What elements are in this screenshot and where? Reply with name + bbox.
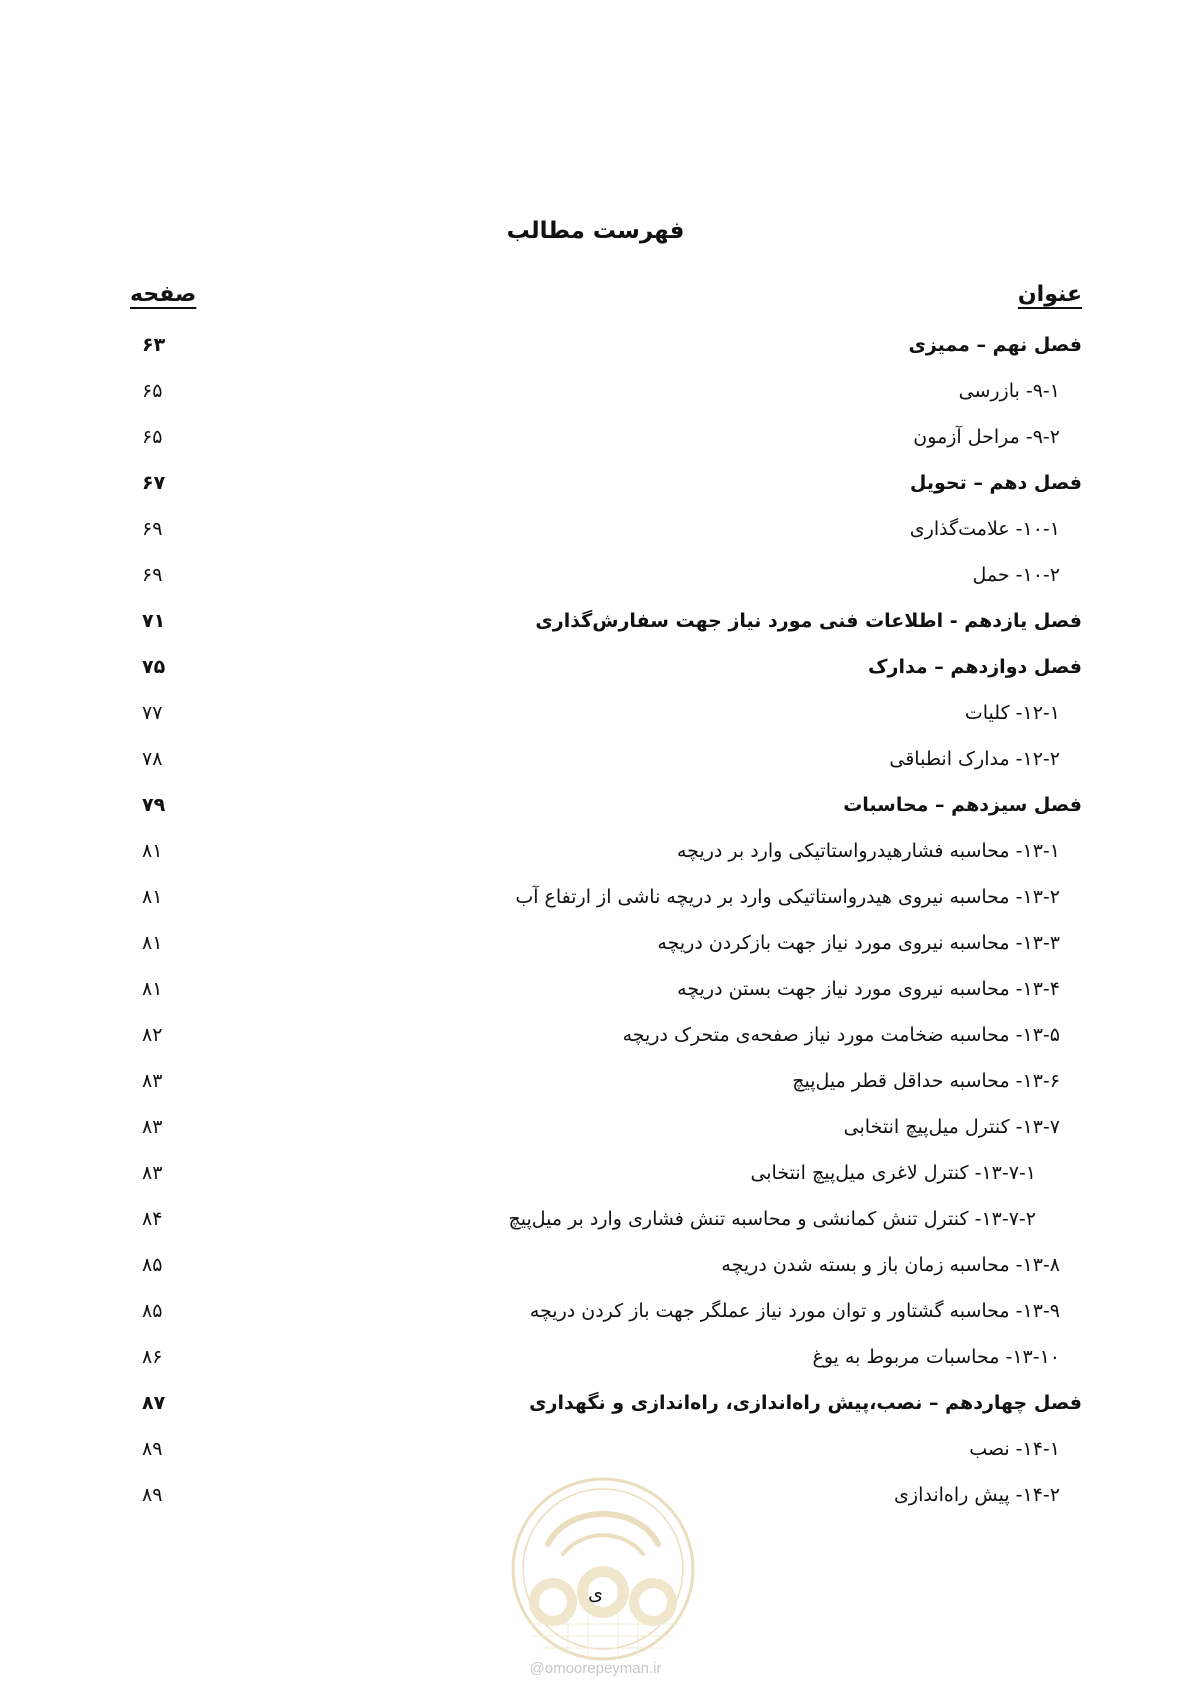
toc-entry-title: ۱۳-۱۰- محاسبات مربوط به یوغ xyxy=(812,1346,1060,1368)
toc-section-row xyxy=(130,694,1082,740)
toc-chapter-row xyxy=(130,326,1082,372)
toc-section-row xyxy=(130,372,1082,418)
toc-entry-title: فصل سیزدهم – محاسبات xyxy=(843,794,1082,816)
toc-entry-title: ۱۰-۱- علامت‌گذاری xyxy=(909,518,1060,540)
toc-section-row xyxy=(130,1016,1082,1062)
toc-entry-page: ۸۱ xyxy=(142,932,163,954)
toc-chapter-row xyxy=(130,602,1082,648)
toc-entry-title: ۱۳-۵- محاسبه ضخامت مورد نیاز صفحه‌ی متحرک دریچه xyxy=(622,1024,1060,1046)
toc-entry-title: ۱۴-۱- نصب xyxy=(969,1438,1060,1460)
title-column-header: عنوان xyxy=(1017,282,1082,307)
page-number: ی xyxy=(588,1583,603,1605)
toc-entry-title: فصل نهم – ممیزی xyxy=(908,334,1082,356)
toc-entry-page: ۶۹ xyxy=(142,518,163,540)
toc-entry-page: ۶۵ xyxy=(142,426,163,448)
table-of-contents xyxy=(130,326,1082,1522)
toc-entry-title: ۱۳-۲- محاسبه نیروی هیدرواستاتیکی وارد بر دریچه ناشی از ارتفاع آب xyxy=(515,886,1060,908)
toc-section-row xyxy=(130,1338,1082,1384)
toc-chapter-row xyxy=(130,464,1082,510)
toc-entry-title: ۱۳-۷-۱- کنترل لاغری میل‌پیچ انتخابی xyxy=(750,1162,1036,1184)
toc-entry-page: ۸۹ xyxy=(142,1484,163,1506)
toc-chapter-row xyxy=(130,1384,1082,1430)
toc-section-row xyxy=(130,556,1082,602)
toc-section-row xyxy=(130,878,1082,924)
toc-entry-page: ۶۷ xyxy=(142,472,166,494)
toc-entry-title: فصل دوازدهم – مدارک xyxy=(868,656,1082,678)
page-column-header: صفحه xyxy=(130,282,197,307)
toc-entry-page: ۸۷ xyxy=(142,1392,166,1414)
toc-entry-page: ۸۱ xyxy=(142,886,163,908)
toc-section-row xyxy=(130,1154,1082,1200)
toc-entry-title: ۹-۱- بازرسی xyxy=(958,380,1060,402)
toc-entry-page: ۸۱ xyxy=(142,840,163,862)
toc-entry-page: ۷۵ xyxy=(142,656,166,678)
toc-entry-title: فصل چهاردهم – نصب،پیش راه‌اندازی، راه‌اندازی و نگهداری xyxy=(529,1392,1082,1414)
toc-entry-title: ۱۳-۶- محاسبه حداقل قطر میل‌پیچ xyxy=(792,1070,1060,1092)
toc-entry-title: فصل یازدهم - اطلاعات فنی مورد نیاز جهت سفارش‌گذاری xyxy=(535,610,1082,632)
toc-section-row xyxy=(130,740,1082,786)
toc-entry-title: ۱۰-۲- حمل xyxy=(972,564,1060,586)
toc-section-row xyxy=(130,418,1082,464)
toc-entry-title: ۱۳-۷-۲- کنترل تنش کمانشی و محاسبه تنش فشاری وارد بر میل‌پیچ xyxy=(508,1208,1036,1230)
watermark-url: @omoorepeyman.ir xyxy=(529,1660,662,1677)
toc-section-row xyxy=(130,1108,1082,1154)
toc-entry-title: ۱۳-۱- محاسبه فشارهیدرواستاتیکی وارد بر دریچه xyxy=(677,840,1060,862)
toc-entry-page: ۸۲ xyxy=(142,1024,163,1046)
toc-entry-page: ۶۵ xyxy=(142,380,163,402)
toc-entry-title: ۱۲-۲- مدارک انطباقی xyxy=(889,748,1060,770)
toc-entry-page: ۶۳ xyxy=(142,334,166,356)
toc-section-row xyxy=(130,832,1082,878)
toc-entry-page: ۸۶ xyxy=(142,1346,163,1368)
toc-section-row xyxy=(130,1200,1082,1246)
toc-entry-title: ۱۳-۷- کنترل میل‌پیچ انتخابی xyxy=(843,1116,1060,1138)
toc-entry-page: ۸۴ xyxy=(142,1208,163,1230)
toc-entry-page: ۸۵ xyxy=(142,1300,163,1322)
toc-chapter-row xyxy=(130,786,1082,832)
toc-entry-page: ۷۱ xyxy=(142,610,166,632)
toc-entry-title: فصل دهم – تحویل xyxy=(909,472,1082,494)
toc-section-row xyxy=(130,510,1082,556)
stamp-logo-icon xyxy=(508,1474,698,1664)
toc-entry-page: ۸۱ xyxy=(142,978,163,1000)
toc-section-row xyxy=(130,970,1082,1016)
toc-entry-page: ۷۹ xyxy=(142,794,166,816)
page-title: فهرست مطالب xyxy=(506,218,685,244)
toc-entry-page: ۶۹ xyxy=(142,564,163,586)
toc-section-row xyxy=(130,1062,1082,1108)
toc-entry-page: ۸۳ xyxy=(142,1116,163,1138)
toc-entry-title: ۱۳-۹- محاسبه گشتاور و توان مورد نیاز عملگر جهت باز کردن دریچه xyxy=(529,1300,1060,1322)
toc-entry-title: ۱۳-۴- محاسبه نیروی مورد نیاز جهت بستن دریچه xyxy=(677,978,1060,1000)
toc-entry-page: ۸۳ xyxy=(142,1070,163,1092)
toc-chapter-row xyxy=(130,648,1082,694)
toc-entry-title: ۱۲-۱- کلیات xyxy=(964,702,1060,724)
toc-entry-title: ۱۳-۸- محاسبه زمان باز و بسته شدن دریچه xyxy=(721,1254,1060,1276)
toc-entry-title: ۱۳-۳- محاسبه نیروی مورد نیاز جهت بازکردن دریچه xyxy=(657,932,1060,954)
toc-entry-page: ۸۵ xyxy=(142,1254,163,1276)
toc-entry-title: ۱۴-۲- پیش راه‌اندازی xyxy=(894,1484,1060,1506)
toc-section-row xyxy=(130,1430,1082,1476)
toc-entry-page: ۷۸ xyxy=(142,748,163,770)
toc-entry-title: ۹-۲- مراحل آزمون xyxy=(913,426,1060,448)
toc-header xyxy=(130,282,1082,316)
toc-section-row xyxy=(130,1246,1082,1292)
toc-section-row xyxy=(130,1292,1082,1338)
toc-entry-page: ۸۹ xyxy=(142,1438,163,1460)
toc-entry-page: ۸۳ xyxy=(142,1162,163,1184)
toc-entry-page: ۷۷ xyxy=(142,702,163,724)
toc-section-row xyxy=(130,924,1082,970)
